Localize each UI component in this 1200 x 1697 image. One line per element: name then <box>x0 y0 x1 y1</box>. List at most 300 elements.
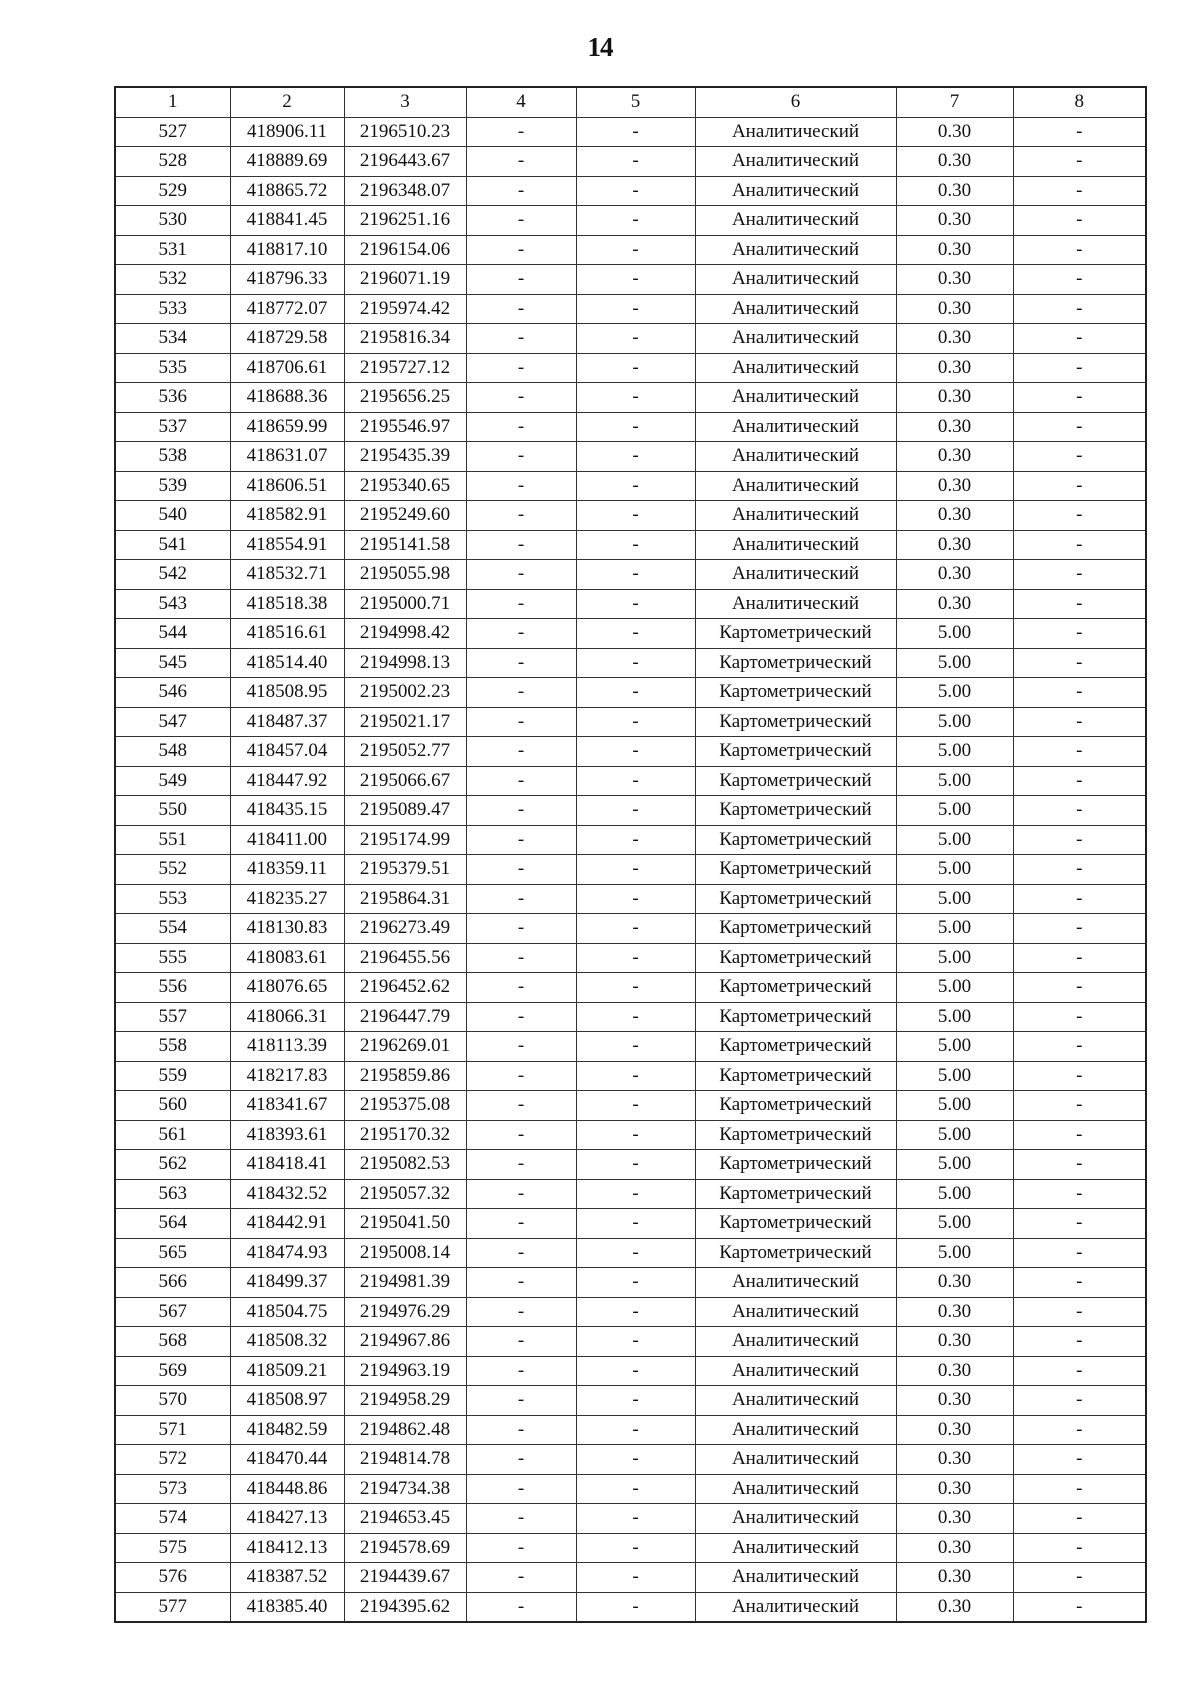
y-coordinate-cell: 2195174.99 <box>344 825 466 855</box>
column-4-cell: - <box>466 1032 576 1062</box>
column-5-cell: - <box>576 442 695 472</box>
point-number-cell: 532 <box>115 265 230 295</box>
column-5-cell: - <box>576 973 695 1003</box>
point-number-cell: 534 <box>115 324 230 354</box>
column-8-cell: - <box>1013 176 1146 206</box>
method-cell: Картометрический <box>695 1238 896 1268</box>
y-coordinate-cell: 2195727.12 <box>344 353 466 383</box>
method-cell: Картометрический <box>695 796 896 826</box>
column-8-cell: - <box>1013 1504 1146 1534</box>
method-cell: Аналитический <box>695 442 896 472</box>
column-8-cell: - <box>1013 737 1146 767</box>
accuracy-cell: 5.00 <box>896 825 1013 855</box>
x-coordinate-cell: 418817.10 <box>230 235 344 265</box>
column-8-cell: - <box>1013 1120 1146 1150</box>
point-number-cell: 567 <box>115 1297 230 1327</box>
column-5-cell: - <box>576 1533 695 1563</box>
point-number-cell: 566 <box>115 1268 230 1298</box>
table-header <box>115 87 1146 117</box>
y-coordinate-cell: 2195379.51 <box>344 855 466 885</box>
y-coordinate-cell: 2194981.39 <box>344 1268 466 1298</box>
column-5-cell: - <box>576 914 695 944</box>
column-5-cell: - <box>576 206 695 236</box>
method-cell: Аналитический <box>695 206 896 236</box>
column-4-cell: - <box>466 855 576 885</box>
column-5-cell: - <box>576 1474 695 1504</box>
method-cell: Аналитический <box>695 353 896 383</box>
accuracy-cell: 5.00 <box>896 707 1013 737</box>
method-cell: Аналитический <box>695 147 896 177</box>
y-coordinate-cell: 2195375.08 <box>344 1091 466 1121</box>
point-number-cell: 549 <box>115 766 230 796</box>
column-8-cell: - <box>1013 855 1146 885</box>
column-4-cell: - <box>466 412 576 442</box>
point-number-cell: 537 <box>115 412 230 442</box>
point-number-cell: 538 <box>115 442 230 472</box>
x-coordinate-cell: 418076.65 <box>230 973 344 1003</box>
point-number-cell: 562 <box>115 1150 230 1180</box>
accuracy-cell: 0.30 <box>896 353 1013 383</box>
column-8-cell: - <box>1013 501 1146 531</box>
column-8-cell: - <box>1013 1091 1146 1121</box>
table-row <box>115 884 1146 914</box>
point-number-cell: 544 <box>115 619 230 649</box>
column-8-cell: - <box>1013 1415 1146 1445</box>
accuracy-cell: 5.00 <box>896 619 1013 649</box>
column-header-3: 3 <box>344 87 466 117</box>
x-coordinate-cell: 418865.72 <box>230 176 344 206</box>
column-4-cell: - <box>466 1268 576 1298</box>
accuracy-cell: 5.00 <box>896 884 1013 914</box>
point-number-cell: 568 <box>115 1327 230 1357</box>
column-4-cell: - <box>466 825 576 855</box>
column-5-cell: - <box>576 1268 695 1298</box>
table-row <box>115 1209 1146 1239</box>
accuracy-cell: 5.00 <box>896 855 1013 885</box>
accuracy-cell: 0.30 <box>896 117 1013 147</box>
column-5-cell: - <box>576 678 695 708</box>
column-4-cell: - <box>466 324 576 354</box>
column-4-cell: - <box>466 147 576 177</box>
x-coordinate-cell: 418688.36 <box>230 383 344 413</box>
accuracy-cell: 0.30 <box>896 1474 1013 1504</box>
column-8-cell: - <box>1013 589 1146 619</box>
y-coordinate-cell: 2196443.67 <box>344 147 466 177</box>
x-coordinate-cell: 418217.83 <box>230 1061 344 1091</box>
y-coordinate-cell: 2195864.31 <box>344 884 466 914</box>
x-coordinate-cell: 418393.61 <box>230 1120 344 1150</box>
column-8-cell: - <box>1013 560 1146 590</box>
column-8-cell: - <box>1013 884 1146 914</box>
method-cell: Картометрический <box>695 973 896 1003</box>
column-5-cell: - <box>576 235 695 265</box>
table-row <box>115 1238 1146 1268</box>
x-coordinate-cell: 418482.59 <box>230 1415 344 1445</box>
column-8-cell: - <box>1013 1209 1146 1239</box>
table-row <box>115 176 1146 206</box>
x-coordinate-cell: 418514.40 <box>230 648 344 678</box>
x-coordinate-cell: 418427.13 <box>230 1504 344 1534</box>
accuracy-cell: 0.30 <box>896 530 1013 560</box>
column-4-cell: - <box>466 1504 576 1534</box>
accuracy-cell: 5.00 <box>896 943 1013 973</box>
accuracy-cell: 0.30 <box>896 176 1013 206</box>
column-8-cell: - <box>1013 1150 1146 1180</box>
table-row <box>115 1268 1146 1298</box>
point-number-cell: 575 <box>115 1533 230 1563</box>
x-coordinate-cell: 418359.11 <box>230 855 344 885</box>
table-row <box>115 943 1146 973</box>
x-coordinate-cell: 418083.61 <box>230 943 344 973</box>
point-number-cell: 551 <box>115 825 230 855</box>
column-4-cell: - <box>466 1327 576 1357</box>
method-cell: Аналитический <box>695 1533 896 1563</box>
column-5-cell: - <box>576 1120 695 1150</box>
header-row <box>115 87 1146 117</box>
y-coordinate-cell: 2195170.32 <box>344 1120 466 1150</box>
method-cell: Аналитический <box>695 1474 896 1504</box>
accuracy-cell: 0.30 <box>896 1415 1013 1445</box>
column-8-cell: - <box>1013 530 1146 560</box>
column-4-cell: - <box>466 1150 576 1180</box>
y-coordinate-cell: 2195974.42 <box>344 294 466 324</box>
table-row <box>115 117 1146 147</box>
point-number-cell: 546 <box>115 678 230 708</box>
y-coordinate-cell: 2194998.13 <box>344 648 466 678</box>
y-coordinate-cell: 2194862.48 <box>344 1415 466 1445</box>
column-5-cell: - <box>576 294 695 324</box>
method-cell: Аналитический <box>695 1415 896 1445</box>
point-number-cell: 569 <box>115 1356 230 1386</box>
column-8-cell: - <box>1013 1445 1146 1475</box>
accuracy-cell: 5.00 <box>896 914 1013 944</box>
y-coordinate-cell: 2194967.86 <box>344 1327 466 1357</box>
column-8-cell: - <box>1013 324 1146 354</box>
point-number-cell: 531 <box>115 235 230 265</box>
point-number-cell: 543 <box>115 589 230 619</box>
column-8-cell: - <box>1013 1356 1146 1386</box>
column-4-cell: - <box>466 383 576 413</box>
point-number-cell: 557 <box>115 1002 230 1032</box>
x-coordinate-cell: 418385.40 <box>230 1592 344 1622</box>
column-5-cell: - <box>576 1091 695 1121</box>
method-cell: Картометрический <box>695 737 896 767</box>
page-number: 14 <box>587 32 613 62</box>
x-coordinate-cell: 418532.71 <box>230 560 344 590</box>
x-coordinate-cell: 418130.83 <box>230 914 344 944</box>
accuracy-cell: 5.00 <box>896 648 1013 678</box>
column-5-cell: - <box>576 766 695 796</box>
point-number-cell: 552 <box>115 855 230 885</box>
accuracy-cell: 5.00 <box>896 973 1013 1003</box>
accuracy-cell: 5.00 <box>896 1120 1013 1150</box>
y-coordinate-cell: 2195052.77 <box>344 737 466 767</box>
column-4-cell: - <box>466 176 576 206</box>
method-cell: Картометрический <box>695 884 896 914</box>
column-4-cell: - <box>466 1091 576 1121</box>
point-number-cell: 540 <box>115 501 230 531</box>
table-row <box>115 1150 1146 1180</box>
column-8-cell: - <box>1013 235 1146 265</box>
method-cell: Картометрический <box>695 1179 896 1209</box>
x-coordinate-cell: 418113.39 <box>230 1032 344 1062</box>
column-8-cell: - <box>1013 678 1146 708</box>
method-cell: Аналитический <box>695 117 896 147</box>
column-5-cell: - <box>576 1356 695 1386</box>
point-number-cell: 542 <box>115 560 230 590</box>
table-row <box>115 1297 1146 1327</box>
table-row <box>115 1504 1146 1534</box>
column-8-cell: - <box>1013 1238 1146 1268</box>
point-number-cell: 529 <box>115 176 230 206</box>
y-coordinate-cell: 2195021.17 <box>344 707 466 737</box>
column-4-cell: - <box>466 1533 576 1563</box>
column-5-cell: - <box>576 1032 695 1062</box>
y-coordinate-cell: 2195089.47 <box>344 796 466 826</box>
point-number-cell: 573 <box>115 1474 230 1504</box>
y-coordinate-cell: 2196273.49 <box>344 914 466 944</box>
column-5-cell: - <box>576 855 695 885</box>
point-number-cell: 554 <box>115 914 230 944</box>
column-header-8: 8 <box>1013 87 1146 117</box>
point-number-cell: 577 <box>115 1592 230 1622</box>
y-coordinate-cell: 2195066.67 <box>344 766 466 796</box>
table-row <box>115 353 1146 383</box>
accuracy-cell: 5.00 <box>896 737 1013 767</box>
x-coordinate-cell: 418508.97 <box>230 1386 344 1416</box>
column-8-cell: - <box>1013 766 1146 796</box>
method-cell: Аналитический <box>695 1297 896 1327</box>
column-5-cell: - <box>576 1445 695 1475</box>
column-4-cell: - <box>466 117 576 147</box>
method-cell: Аналитический <box>695 1327 896 1357</box>
x-coordinate-cell: 418554.91 <box>230 530 344 560</box>
column-8-cell: - <box>1013 707 1146 737</box>
point-number-cell: 574 <box>115 1504 230 1534</box>
column-5-cell: - <box>576 412 695 442</box>
column-4-cell: - <box>466 678 576 708</box>
accuracy-cell: 5.00 <box>896 1091 1013 1121</box>
accuracy-cell: 0.30 <box>896 589 1013 619</box>
table-row <box>115 1032 1146 1062</box>
point-number-cell: 536 <box>115 383 230 413</box>
y-coordinate-cell: 2194998.42 <box>344 619 466 649</box>
column-4-cell: - <box>466 619 576 649</box>
table-row <box>115 678 1146 708</box>
column-8-cell: - <box>1013 1592 1146 1622</box>
y-coordinate-cell: 2195816.34 <box>344 324 466 354</box>
y-coordinate-cell: 2194395.62 <box>344 1592 466 1622</box>
column-5-cell: - <box>576 1297 695 1327</box>
column-5-cell: - <box>576 1415 695 1445</box>
column-8-cell: - <box>1013 1032 1146 1062</box>
method-cell: Аналитический <box>695 1386 896 1416</box>
column-4-cell: - <box>466 737 576 767</box>
column-5-cell: - <box>576 619 695 649</box>
accuracy-cell: 5.00 <box>896 1061 1013 1091</box>
column-8-cell: - <box>1013 619 1146 649</box>
column-4-cell: - <box>466 648 576 678</box>
y-coordinate-cell: 2196269.01 <box>344 1032 466 1062</box>
accuracy-cell: 0.30 <box>896 1445 1013 1475</box>
accuracy-cell: 0.30 <box>896 1533 1013 1563</box>
x-coordinate-cell: 418499.37 <box>230 1268 344 1298</box>
column-8-cell: - <box>1013 1179 1146 1209</box>
y-coordinate-cell: 2196154.06 <box>344 235 466 265</box>
point-number-cell: 541 <box>115 530 230 560</box>
y-coordinate-cell: 2195249.60 <box>344 501 466 531</box>
y-coordinate-cell: 2195002.23 <box>344 678 466 708</box>
table-row <box>115 973 1146 1003</box>
y-coordinate-cell: 2195057.32 <box>344 1179 466 1209</box>
accuracy-cell: 0.30 <box>896 324 1013 354</box>
y-coordinate-cell: 2196447.79 <box>344 1002 466 1032</box>
column-4-cell: - <box>466 206 576 236</box>
x-coordinate-cell: 418659.99 <box>230 412 344 442</box>
column-header-2: 2 <box>230 87 344 117</box>
column-4-cell: - <box>466 235 576 265</box>
method-cell: Картометрический <box>695 707 896 737</box>
point-number-cell: 572 <box>115 1445 230 1475</box>
x-coordinate-cell: 418518.38 <box>230 589 344 619</box>
column-4-cell: - <box>466 1179 576 1209</box>
table-row <box>115 147 1146 177</box>
y-coordinate-cell: 2195656.25 <box>344 383 466 413</box>
method-cell: Картометрический <box>695 619 896 649</box>
column-5-cell: - <box>576 383 695 413</box>
accuracy-cell: 5.00 <box>896 766 1013 796</box>
method-cell: Картометрический <box>695 855 896 885</box>
x-coordinate-cell: 418474.93 <box>230 1238 344 1268</box>
y-coordinate-cell: 2194976.29 <box>344 1297 466 1327</box>
column-8-cell: - <box>1013 471 1146 501</box>
column-4-cell: - <box>466 766 576 796</box>
table-row <box>115 560 1146 590</box>
column-5-cell: - <box>576 501 695 531</box>
accuracy-cell: 0.30 <box>896 560 1013 590</box>
accuracy-cell: 5.00 <box>896 1150 1013 1180</box>
table-row <box>115 648 1146 678</box>
y-coordinate-cell: 2195000.71 <box>344 589 466 619</box>
table-row <box>115 796 1146 826</box>
table-row <box>115 1415 1146 1445</box>
y-coordinate-cell: 2196510.23 <box>344 117 466 147</box>
method-cell: Аналитический <box>695 324 896 354</box>
column-8-cell: - <box>1013 353 1146 383</box>
table-row <box>115 1327 1146 1357</box>
point-number-cell: 528 <box>115 147 230 177</box>
column-5-cell: - <box>576 530 695 560</box>
column-8-cell: - <box>1013 1327 1146 1357</box>
y-coordinate-cell: 2196071.19 <box>344 265 466 295</box>
y-coordinate-cell: 2195340.65 <box>344 471 466 501</box>
x-coordinate-cell: 418387.52 <box>230 1563 344 1593</box>
method-cell: Аналитический <box>695 265 896 295</box>
column-5-cell: - <box>576 147 695 177</box>
accuracy-cell: 0.30 <box>896 383 1013 413</box>
x-coordinate-cell: 418516.61 <box>230 619 344 649</box>
point-number-cell: 576 <box>115 1563 230 1593</box>
table-row <box>115 383 1146 413</box>
point-number-cell: 561 <box>115 1120 230 1150</box>
table-row <box>115 442 1146 472</box>
table-row <box>115 471 1146 501</box>
column-5-cell: - <box>576 560 695 590</box>
x-coordinate-cell: 418448.86 <box>230 1474 344 1504</box>
x-coordinate-cell: 418442.91 <box>230 1209 344 1239</box>
column-4-cell: - <box>466 1002 576 1032</box>
table-row <box>115 235 1146 265</box>
column-4-cell: - <box>466 1415 576 1445</box>
point-number-cell: 563 <box>115 1179 230 1209</box>
column-8-cell: - <box>1013 1386 1146 1416</box>
column-4-cell: - <box>466 884 576 914</box>
accuracy-cell: 0.30 <box>896 1327 1013 1357</box>
x-coordinate-cell: 418906.11 <box>230 117 344 147</box>
column-4-cell: - <box>466 265 576 295</box>
point-number-cell: 533 <box>115 294 230 324</box>
column-8-cell: - <box>1013 1002 1146 1032</box>
column-header-4: 4 <box>466 87 576 117</box>
table-row <box>115 501 1146 531</box>
accuracy-cell: 0.30 <box>896 235 1013 265</box>
accuracy-cell: 0.30 <box>896 294 1013 324</box>
point-number-cell: 556 <box>115 973 230 1003</box>
column-4-cell: - <box>466 973 576 1003</box>
column-4-cell: - <box>466 1356 576 1386</box>
column-4-cell: - <box>466 796 576 826</box>
column-8-cell: - <box>1013 1474 1146 1504</box>
method-cell: Картометрический <box>695 825 896 855</box>
method-cell: Картометрический <box>695 914 896 944</box>
column-5-cell: - <box>576 825 695 855</box>
column-4-cell: - <box>466 914 576 944</box>
column-4-cell: - <box>466 471 576 501</box>
column-8-cell: - <box>1013 1268 1146 1298</box>
point-number-cell: 565 <box>115 1238 230 1268</box>
column-5-cell: - <box>576 353 695 383</box>
column-4-cell: - <box>466 1209 576 1239</box>
x-coordinate-cell: 418411.00 <box>230 825 344 855</box>
point-number-cell: 527 <box>115 117 230 147</box>
y-coordinate-cell: 2194814.78 <box>344 1445 466 1475</box>
method-cell: Аналитический <box>695 176 896 206</box>
method-cell: Картометрический <box>695 1120 896 1150</box>
table-row <box>115 1386 1146 1416</box>
y-coordinate-cell: 2195435.39 <box>344 442 466 472</box>
column-header-6: 6 <box>695 87 896 117</box>
column-4-cell: - <box>466 501 576 531</box>
column-4-cell: - <box>466 707 576 737</box>
method-cell: Аналитический <box>695 294 896 324</box>
point-number-cell: 559 <box>115 1061 230 1091</box>
point-number-cell: 547 <box>115 707 230 737</box>
column-8-cell: - <box>1013 648 1146 678</box>
column-4-cell: - <box>466 1120 576 1150</box>
method-cell: Аналитический <box>695 589 896 619</box>
column-header-7: 7 <box>896 87 1013 117</box>
column-5-cell: - <box>576 1592 695 1622</box>
accuracy-cell: 5.00 <box>896 1002 1013 1032</box>
method-cell: Аналитический <box>695 383 896 413</box>
column-5-cell: - <box>576 648 695 678</box>
y-coordinate-cell: 2195859.86 <box>344 1061 466 1091</box>
accuracy-cell: 0.30 <box>896 442 1013 472</box>
y-coordinate-cell: 2194734.38 <box>344 1474 466 1504</box>
column-header-1: 1 <box>115 87 230 117</box>
method-cell: Картометрический <box>695 1150 896 1180</box>
point-number-cell: 539 <box>115 471 230 501</box>
